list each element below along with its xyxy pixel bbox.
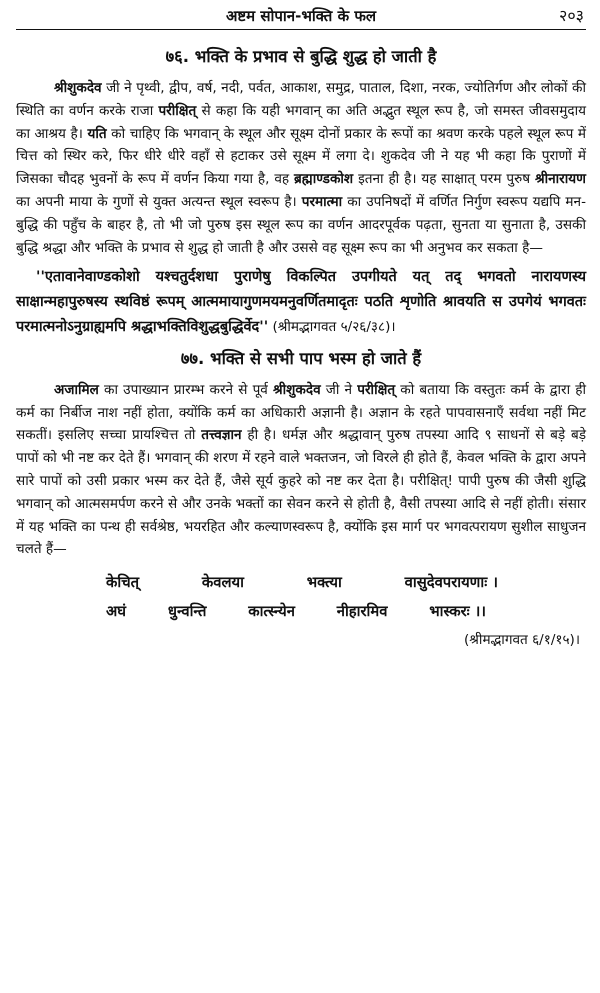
emphasis-term: परीक्षित् bbox=[357, 381, 396, 398]
emphasis-term: ब्रह्माण्डकोश bbox=[294, 171, 354, 188]
section-76-paragraph bbox=[16, 77, 586, 259]
text-run: से कहा कि यही भगवान् का अति अद्भुत स्थूल रूप है, जो समस्त जीवसमुदाय का आश्रय है। bbox=[16, 102, 586, 142]
verse-word: भास्करः ।। bbox=[429, 602, 486, 620]
emphasis-term: श्रीनारायण bbox=[534, 171, 586, 188]
emphasis-term: परमात्मा bbox=[301, 193, 343, 210]
section-77-paragraph bbox=[16, 379, 586, 561]
verse-word: नीहारमिव bbox=[336, 602, 388, 620]
header-rule bbox=[16, 29, 586, 30]
quote-reference: (श्रीमद्भागवत ५/२६/३८)। bbox=[268, 318, 396, 335]
emphasis-term: परीक्षित् bbox=[158, 102, 197, 119]
emphasis-term: तत्त्वज्ञान bbox=[201, 427, 242, 444]
verse-word: केवलया bbox=[201, 573, 244, 591]
text-run: इतना ही है। यह साक्षात् परम पुरुष bbox=[353, 171, 535, 188]
verse-word: धुन्वन्ति bbox=[167, 602, 207, 620]
verse-word: भक्त्या bbox=[306, 573, 342, 591]
text-run: जी ने bbox=[320, 381, 358, 398]
text-run: को बताया कि वस्तुतः कर्म के द्वारा ही कर्म का निर्बीज नाश नहीं होता, क्योंकि कर्म का अधिकारी अज्ञानी है। अज्ञान के रहते पापवासनाएँ सर्वथा नहीं मिट सकतीं। इसलिए सच्चा प्रायश्चित्त तो bbox=[16, 381, 586, 444]
verse-word: अघं bbox=[106, 602, 127, 620]
verse-word: कात्स्न्येन bbox=[248, 602, 295, 620]
running-title: अष्टम सोपान-भक्ति के फल bbox=[225, 7, 377, 25]
verse-line-2 bbox=[106, 596, 486, 625]
sanskrit-verse bbox=[16, 567, 586, 625]
text-run: को चाहिए कि भगवान् के स्थूल और सूक्ष्म दोनों प्रकार के रूपों का श्रवण करके पहले स्थूल रूप में चित्त को स्थिर करे, फिर धीरे धीरे वहाँ से हटाकर उसे सूक्ष्म में लगा दे। शुकदेव जी ने यह भी कहा कि पुराणों में जिसका चौदह भुवनों के रूप में वर्णन किया गया है, वह bbox=[16, 125, 586, 188]
text-run: जी ने पृथ्वी, द्वीप, वर्ष, नदी, पर्वत, आकाश, समुद्र, पाताल, दिशा, नरक, ज्योतिर्गण और लोकों की स्थिति का वर्णन करके राजा bbox=[16, 80, 586, 119]
running-header bbox=[16, 0, 586, 32]
section-77-heading: ७७. भक्ति से सभी पाप भस्म हो जाते हैं bbox=[180, 348, 422, 368]
quote-text: ''एतावानेवाण्डकोशो यश्चतुर्दशधा पुराणेषु विकल्पित उपगीयते यत् तद् भगवतो नारायणस्य साक्षान्महापुरुषस्य स्थविष्ठं रूपम् आत्ममायागुणमयमनुवर्णितमादृतः पठति शृणोति श्रावयति स उपगेयं भगवतः परमात्मनोऽनुग्राह्यमपि श्रद्धाभक्तिविशुद्धबुद्धिर्वेद'' bbox=[16, 269, 586, 335]
text-run: का उपनिषदों में वर्णित निर्गुण स्वरूप यद्यपि मन-बुद्धि की पहुँच के बाहर है, तो भी जो पुरुष इस स्थूल रूप का वर्णन आदरपूर्वक पढ़ता, सुनता या सुनाता है, उसकी बुद्धि श्रद्धा और भक्ति के प्रभाव से शुद्ध हो जाती है और उससे वह सूक्ष्म रूप का भी अनुभव कर सकता है— bbox=[16, 193, 586, 256]
page-number: २०३ bbox=[559, 6, 584, 25]
emphasis-term: यति bbox=[87, 125, 107, 142]
section-76-heading: ७६. भक्ति के प्रभाव से बुद्धि शुद्ध हो जाती है bbox=[165, 47, 437, 66]
verse-word: केचित् bbox=[106, 573, 140, 591]
emphasis-term: अजामिल bbox=[54, 381, 99, 398]
verse-line-1 bbox=[106, 567, 498, 596]
verse-reference: (श्रीमद्भागवत ६/१/१५)। bbox=[464, 632, 580, 649]
emphasis-term: श्रीशुकदेव bbox=[273, 381, 321, 398]
text-run: का उपाख्यान प्रारम्भ करने से पूर्व bbox=[98, 381, 274, 398]
verse-word: वासुदेवपरायणाः । bbox=[404, 573, 498, 591]
sanskrit-quote bbox=[16, 265, 586, 339]
text-run: ही है। धर्मज्ञ और श्रद्धावान् पुरुष तपस्या आदि ९ साधनों से बड़े बड़े पापों को भी नष्ट कर देते हैं। भगवान् की शरण में रहने वाले भक्तजन, जो विरले ही होते हैं, केवल भक्ति के द्वारा अपने सारे पापों को उसी प्रकार भस्म कर देते हैं, जैसे सूर्य कुहरे को नष्ट कर देता है। परीक्षित्! पापी पुरुष की जैसी शुद्धि भगवान् को आत्मसमर्पण करने से और उनके भक्तों का सेवन करने से होती है, वैसी तपस्या आदि से नहीं होती। संसार में यह भक्ति का पन्थ ही सर्वश्रेष्ठ, भयरहित और कल्याणस्वरूप है, क्योंकि इस मार्ग पर भगवत्परायण सुशील साधुजन चलते हैं— bbox=[16, 427, 586, 558]
text-run: का अपनी माया के गुणों से युक्त अत्यन्त स्थूल स्वरूप है। bbox=[16, 193, 302, 210]
emphasis-term: श्रीशुकदेव bbox=[54, 80, 102, 96]
